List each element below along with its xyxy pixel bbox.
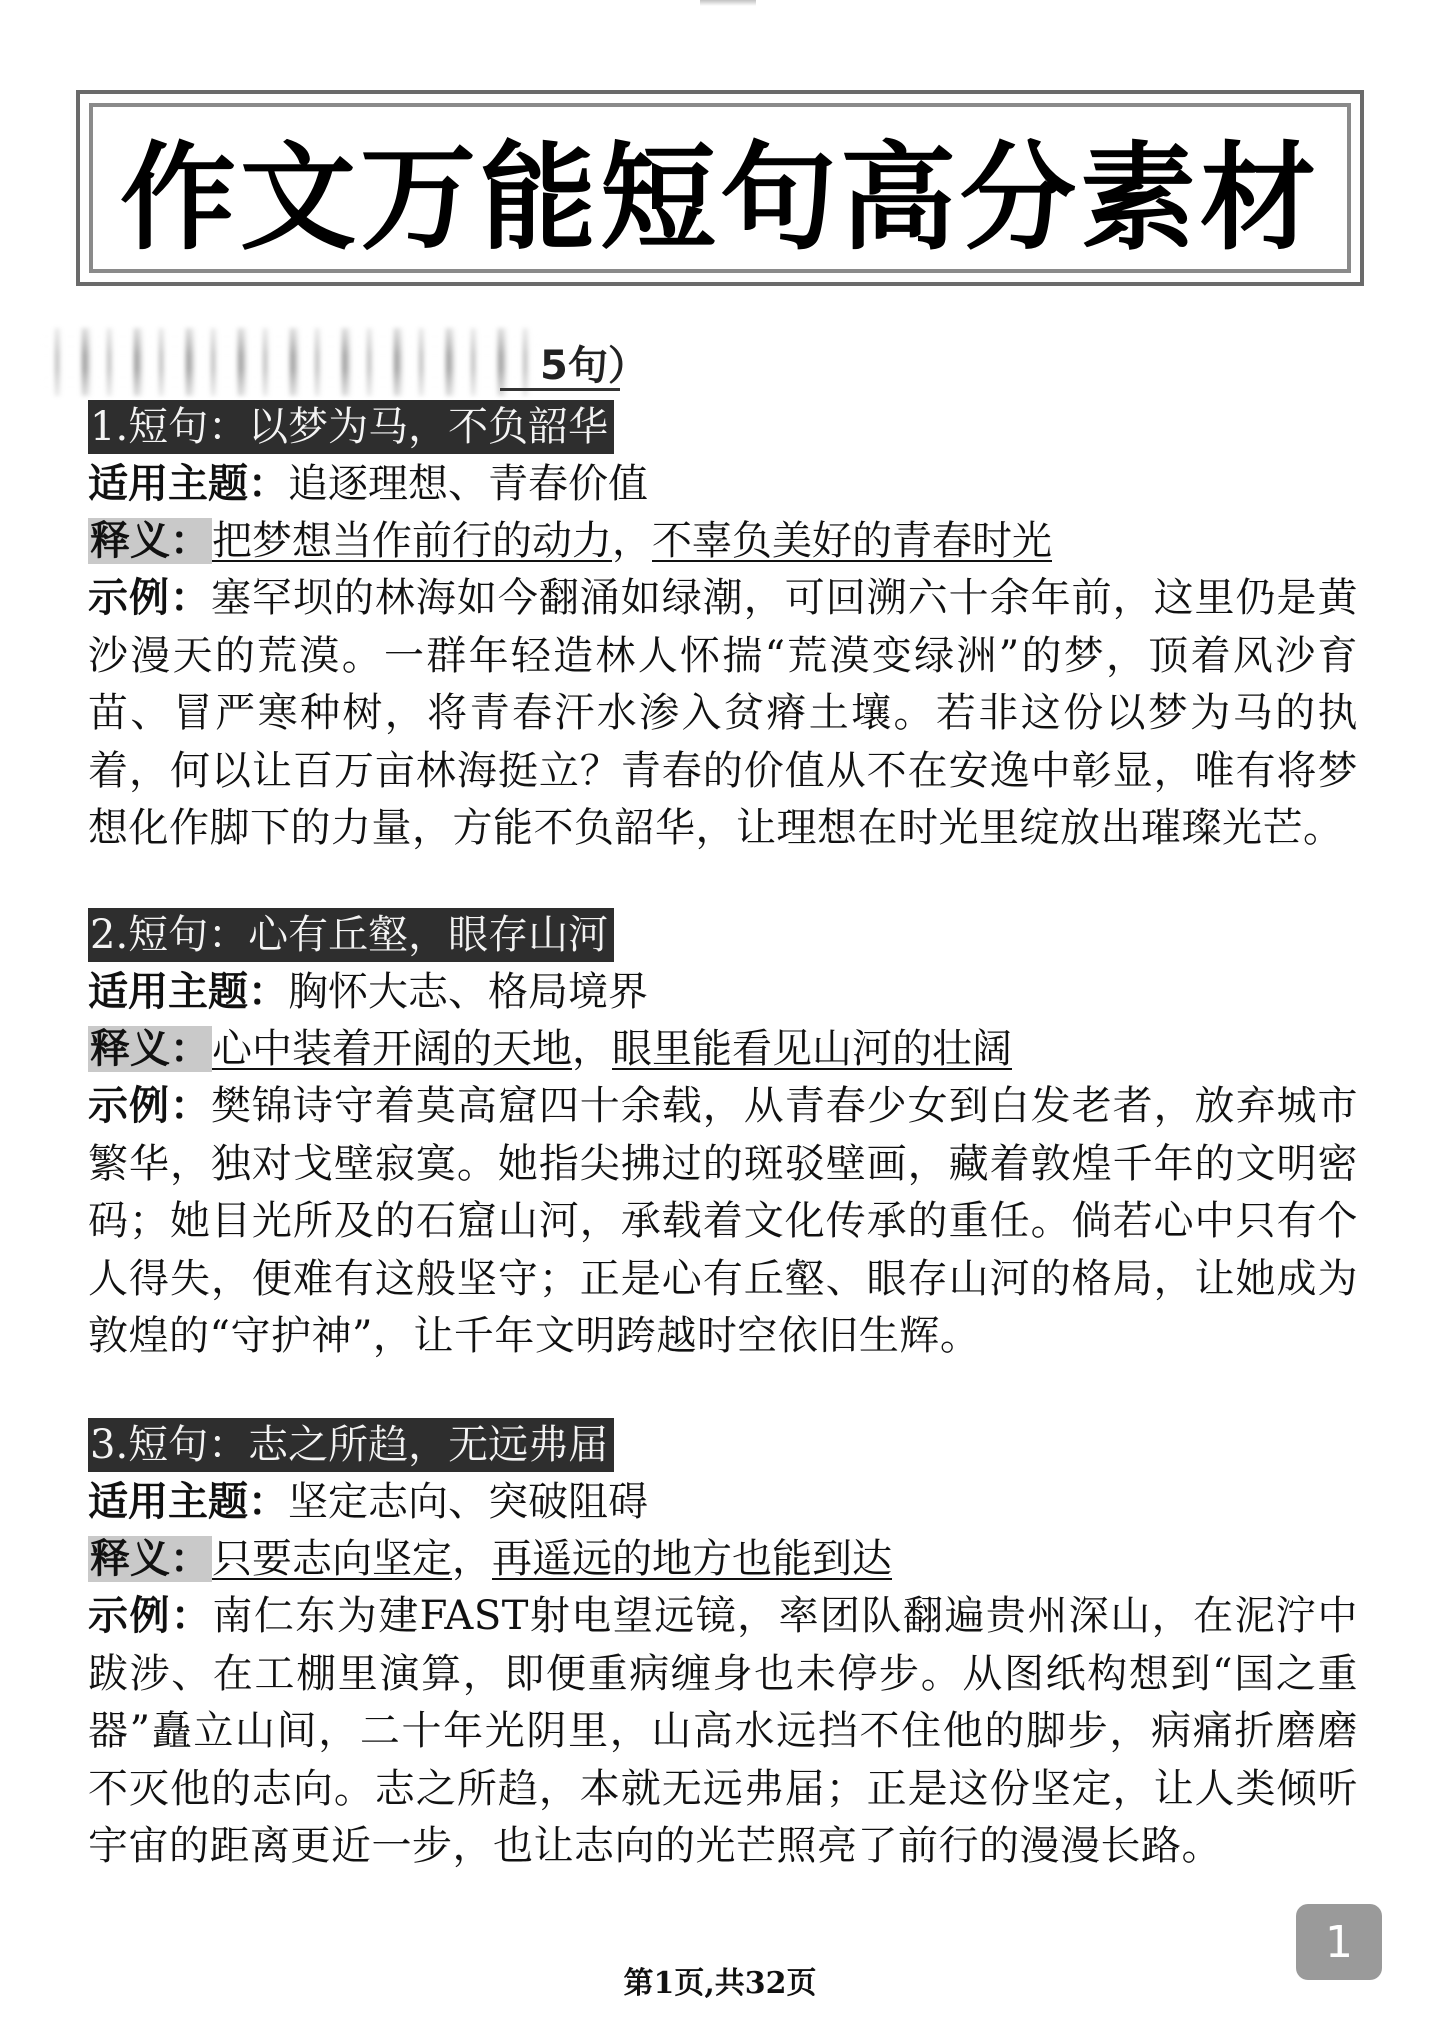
page-title: 作文万能短句高分素材 [120,130,1320,266]
section-heading: 1.短句：以梦为马，不负韶华 [88,400,614,454]
meaning-line [88,1531,1358,1588]
subheader [40,328,700,396]
top-edge-mark [700,0,756,6]
section-3 [88,1418,1358,1876]
example-text: 南仁东为建FAST射电望远镜，率团队翻遍贵州深山，在泥泞中跋涉、在工棚里演算，即便重病缠身也未停步。从图纸构想到“国之重器”矗立山间，二十年光阴里，山高水远挡不住他的脚步，病痛折磨磨不灭他的志向。志之所趋，本就无远弗届；正是这份坚定，让人类倾听宇宙的距离更近一步，也让志向的光芒照亮了前行的漫漫长路。 [88,1593,1359,1869]
example-paragraph [88,1078,1358,1366]
blurred-subheader-text [40,328,540,396]
section-2 [88,908,1358,1366]
example-paragraph [88,1588,1358,1876]
theme-label: 适用主题： [88,969,288,1015]
meaning-line [88,513,1358,570]
theme-value: 追逐理想、青春价值 [288,461,648,507]
meaning-part-b: 再遥远的地方也能到达 [492,1536,892,1582]
meaning-part-b: 眼里能看见山河的壮阔 [612,1026,1012,1072]
theme-value: 坚定志向、突破阻碍 [288,1479,648,1525]
section-heading: 2.短句：心有丘壑，眼存山河 [88,908,614,962]
theme-value: 胸怀大志、格局境界 [288,969,648,1015]
theme-line [88,964,1358,1021]
meaning-label: 释义： [90,518,210,564]
example-label: 示例： [88,575,211,621]
example-paragraph [88,570,1358,858]
theme-line [88,1474,1358,1531]
page-number-badge: 1 [1296,1904,1382,1980]
section-1 [88,400,1358,858]
meaning-part-a: 只要志向坚定 [212,1536,452,1582]
theme-label: 适用主题： [88,1479,288,1525]
subheader-text: 5句） [540,343,648,389]
meaning-sep: ， [572,1026,612,1072]
section-heading: 3.短句：志之所趋，无远弗届 [88,1418,614,1472]
meaning-part-a: 心中装着开阔的天地 [212,1026,572,1072]
theme-label: 适用主题： [88,461,288,507]
meaning-part-a: 把梦想当作前行的动力 [212,518,612,564]
title-banner [76,90,1364,286]
theme-line [88,456,1358,513]
example-text: 塞罕坝的林海如今翻涌如绿潮，可回溯六十余年前，这里仍是黄沙漫天的荒漠。一群年轻造林人怀揣“荒漠变绿洲”的梦，顶着风沙育苗、冒严寒种树，将青春汗水渗入贫瘠土壤。若非这份以梦为马的执着，何以让百万亩林海挺立？青春的价值从不在安逸中彰显，唯有将梦想化作脚下的力量，方能不负韶华，让理想在时光里绽放出璀璨光芒。 [88,575,1359,851]
meaning-label: 释义： [90,1536,210,1582]
example-text: 樊锦诗守着莫高窟四十余载，从青春少女到白发老者，放弃城市繁华，独对戈壁寂寞。她指尖拂过的斑驳壁画，藏着敦煌千年的文明密码；她目光所及的石窟山河，承载着文化传承的重任。倘若心中只有个人得失，便难有这般坚守；正是心有丘壑、眼存山河的格局，让她成为敦煌的“守护神”，让千年文明跨越时空依旧生辉。 [88,1083,1359,1359]
example-label: 示例： [88,1083,211,1129]
meaning-label: 释义： [90,1026,210,1072]
meaning-sep: ， [612,518,652,564]
meaning-part-b: 不辜负美好的青春时光 [652,518,1052,564]
meaning-sep: ， [452,1536,492,1582]
example-label: 示例： [88,1593,213,1639]
page-footer: 第1页,共32页 [623,1966,817,2001]
meaning-line [88,1021,1358,1078]
